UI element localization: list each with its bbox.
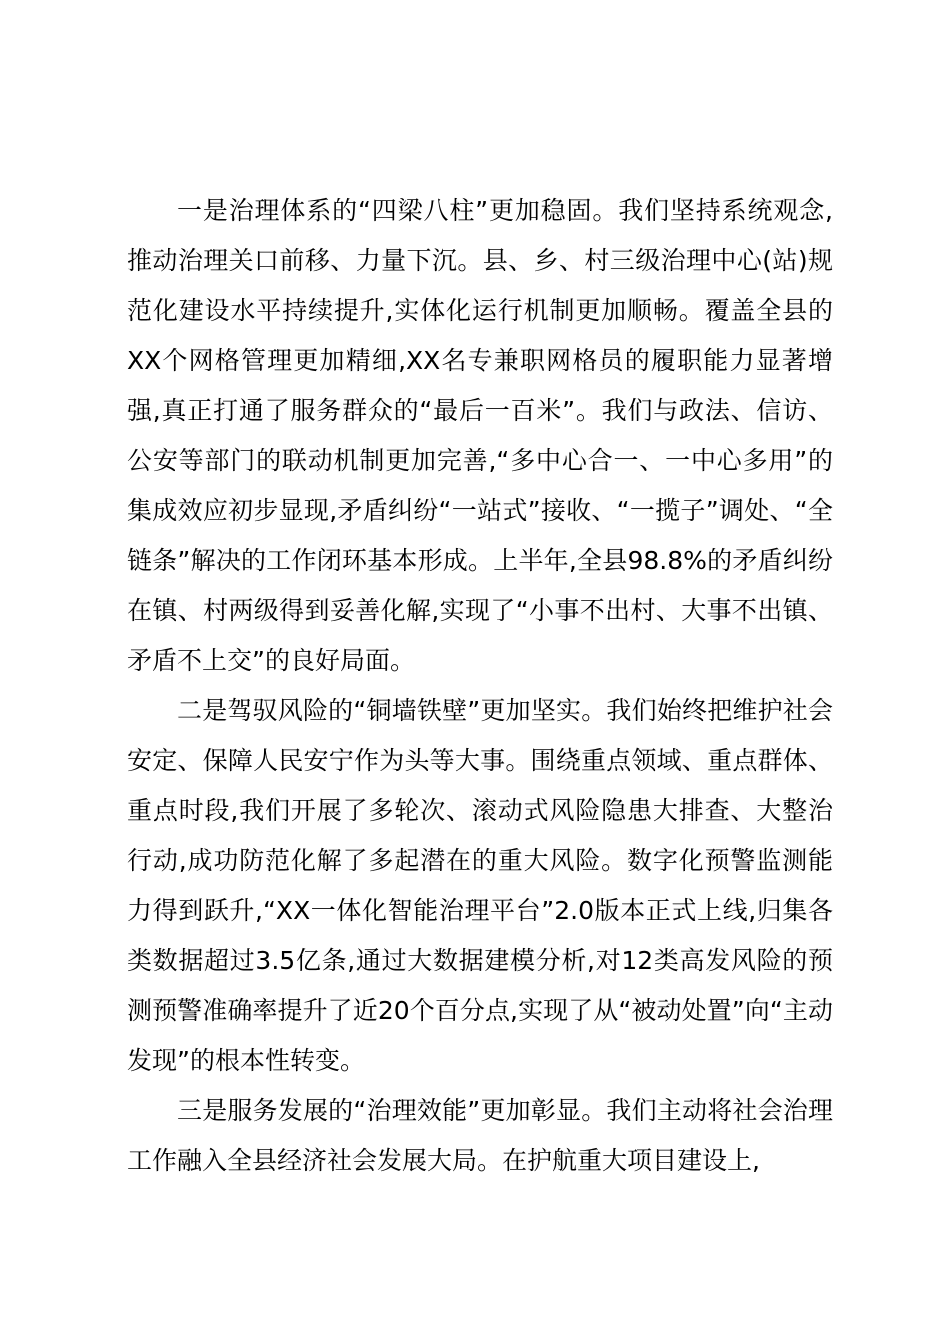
document-body [127, 186, 833, 1186]
paragraph-governance-system: 一是治理体系的“四梁八柱”更加稳固。我们坚持系统观念,推动治理关口前移、力量下沉。县、乡、村三级治理中心(站)规范化建设水平持续提升,实体化运行机制更加顺畅。覆盖全县的XX个网格管理更加精细,XX名专兼职网格员的履职能力显著增强,真正打通了服务群众的“最后一百米”。我们与政法、信访、公安等部门的联动机制更加完善,“多中心合一、一中心多用”的集成效应初步显现,矛盾纠纷“一站式”接收、“一揽子”调处、“全链条”解决的工作闭环基本形成。上半年,全县98.8%的矛盾纠纷在镇、村两级得到妥善化解,实现了“小事不出村、大事不出镇、矛盾不上交”的良好局面。 [127, 196, 833, 675]
paragraph-governance-efficiency: 三是服务发展的“治理效能”更加彰显。我们主动将社会治理工作融入全县经济社会发展大局。在护航重大项目建设上, [127, 1096, 833, 1175]
paragraph-risk-control: 二是驾驭风险的“铜墙铁壁”更加坚实。我们始终把维护社会安定、保障人民安宁作为头等大事。围绕重点领域、重点群体、重点时段,我们开展了多轮次、滚动式风险隐患大排查、大整治行动,成功防范化解了多起潜在的重大风险。数字化预警监测能力得到跃升,“XX一体化智能治理平台”2.0版本正式上线,归集各类数据超过3.5亿条,通过大数据建模分析,对12类高发风险的预测预警准确率提升了近20个百分点,实现了从“被动处置”向“主动发现”的根本性转变。 [127, 696, 833, 1075]
